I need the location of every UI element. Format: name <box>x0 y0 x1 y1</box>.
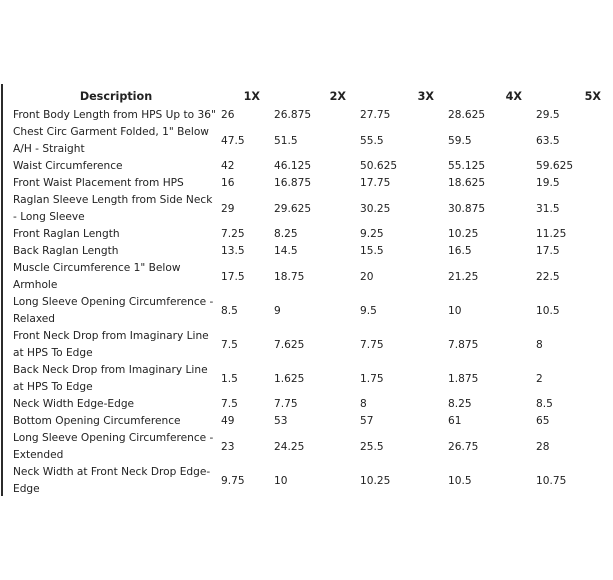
measurement-value: 57 <box>360 415 374 427</box>
table-row <box>13 362 613 396</box>
header-size-3x: 3X <box>417 90 434 103</box>
measurement-value: 22.5 <box>536 270 560 283</box>
table-row <box>13 107 613 124</box>
measurement-label: Bottom Opening Circumference <box>13 415 181 427</box>
table-row <box>13 243 613 260</box>
measurement-label: Front Waist Placement from HPS <box>13 177 184 189</box>
measurement-value: 10.25 <box>448 228 479 240</box>
table-body <box>13 107 613 498</box>
measurement-value: 9.25 <box>360 228 384 240</box>
measurement-value: 31.5 <box>536 202 560 215</box>
table-row <box>13 226 613 243</box>
measurement-value: 59.625 <box>536 160 574 172</box>
header-size-4x: 4X <box>505 90 522 103</box>
measurement-value: 10.75 <box>536 474 567 487</box>
measurement-value: 16.5 <box>448 245 472 257</box>
measurement-value: 9.75 <box>221 474 245 487</box>
measurement-value: 7.875 <box>448 338 479 351</box>
size-chart-table <box>13 88 613 498</box>
measurement-value: 42 <box>221 160 235 172</box>
measurement-label: Muscle Circumference 1" Below Armhole <box>13 262 181 291</box>
measurement-value: 8.5 <box>536 398 553 410</box>
table-row <box>13 396 613 413</box>
measurement-label: Chest Circ Garment Folded, 1" Below A/H - Straight <box>13 126 209 155</box>
table-row <box>13 175 613 192</box>
measurement-value: 63.5 <box>536 134 560 147</box>
measurement-value: 10.25 <box>360 474 391 487</box>
header-size-2x: 2X <box>329 90 346 103</box>
measurement-value: 29 <box>221 202 235 215</box>
measurement-value: 7.625 <box>274 338 305 351</box>
measurement-label: Long Sleeve Opening Circumference - Relaxed <box>13 296 214 325</box>
header-size-1x: 1X <box>243 90 260 103</box>
measurement-label: Front Raglan Length <box>13 228 120 240</box>
measurement-value: 28.625 <box>448 109 486 121</box>
measurement-value: 7.25 <box>221 228 245 240</box>
measurement-value: 7.75 <box>360 338 384 351</box>
table-row <box>13 328 613 362</box>
table-row <box>13 464 613 498</box>
measurement-value: 13.5 <box>221 245 245 257</box>
measurement-value: 26.75 <box>448 440 479 453</box>
measurement-label: Back Raglan Length <box>13 245 119 257</box>
measurement-value: 53 <box>274 415 288 427</box>
measurement-value: 17.5 <box>536 245 560 257</box>
measurement-label: Back Neck Drop from Imaginary Line at HPS To Edge <box>13 364 208 393</box>
measurement-value: 8.25 <box>274 228 298 240</box>
header-description: Description <box>79 90 153 103</box>
measurement-value: 29.625 <box>274 202 312 215</box>
measurement-value: 10 <box>448 304 462 317</box>
measurement-label: Neck Width Edge-Edge <box>13 398 135 410</box>
table-row <box>13 260 613 294</box>
measurement-value: 30.25 <box>360 202 391 215</box>
measurement-value: 1.625 <box>274 372 305 385</box>
measurement-value: 8.5 <box>221 304 238 317</box>
measurement-value: 7.5 <box>221 338 238 351</box>
measurement-value: 49 <box>221 415 235 427</box>
measurement-value: 19.5 <box>536 177 560 189</box>
measurement-value: 7.75 <box>274 398 298 410</box>
table-row <box>13 430 613 464</box>
measurement-value: 21.25 <box>448 270 479 283</box>
measurement-value: 16.875 <box>274 177 312 189</box>
measurement-value: 18.625 <box>448 177 486 189</box>
measurement-label: Waist Circumference <box>13 160 123 172</box>
measurement-value: 24.25 <box>274 440 305 453</box>
measurement-value: 8 <box>536 338 543 351</box>
measurement-value: 27.75 <box>360 109 391 121</box>
measurement-value: 11.25 <box>536 228 567 240</box>
measurement-value: 51.5 <box>274 134 298 147</box>
measurement-label: Neck Width at Front Neck Drop Edge-Edge <box>13 466 211 495</box>
measurement-value: 65 <box>536 415 550 427</box>
measurement-value: 1.75 <box>360 372 384 385</box>
left-border-line <box>1 84 3 496</box>
measurement-value: 50.625 <box>360 160 398 172</box>
measurement-value: 10.5 <box>448 474 472 487</box>
measurement-value: 20 <box>360 270 374 283</box>
measurement-value: 16 <box>221 177 235 189</box>
measurement-value: 29.5 <box>536 109 560 121</box>
measurement-value: 61 <box>448 415 462 427</box>
measurement-label: Front Neck Drop from Imaginary Line at HPS To Edge <box>13 330 209 359</box>
measurement-value: 17.75 <box>360 177 391 189</box>
measurement-value: 47.5 <box>221 134 245 147</box>
measurement-value: 26.875 <box>274 109 312 121</box>
measurement-value: 8 <box>360 398 367 410</box>
measurement-value: 25.5 <box>360 440 384 453</box>
measurement-value: 59.5 <box>448 134 472 147</box>
measurement-value: 28 <box>536 440 550 453</box>
measurement-value: 15.5 <box>360 245 384 257</box>
header-row <box>13 88 613 107</box>
measurement-value: 18.75 <box>274 270 305 283</box>
measurement-value: 1.875 <box>448 372 479 385</box>
table-row <box>13 192 613 226</box>
measurement-value: 9 <box>274 304 281 317</box>
measurement-value: 26 <box>221 109 235 121</box>
measurement-label: Front Body Length from HPS Up to 36" <box>13 109 216 121</box>
header-size-5x: 5X <box>584 90 601 103</box>
table-row <box>13 413 613 430</box>
measurement-value: 10 <box>274 474 288 487</box>
measurement-value: 17.5 <box>221 270 245 283</box>
measurement-value: 46.125 <box>274 160 312 172</box>
table-row <box>13 158 613 175</box>
measurement-label: Raglan Sleeve Length from Side Neck - Long Sleeve <box>13 194 213 223</box>
measurement-label: Long Sleeve Opening Circumference - Extended <box>13 432 214 461</box>
measurement-value: 30.875 <box>448 202 486 215</box>
measurement-value: 1.5 <box>221 372 238 385</box>
measurement-value: 2 <box>536 372 543 385</box>
measurement-value: 55.5 <box>360 134 384 147</box>
measurement-value: 55.125 <box>448 160 486 172</box>
measurement-value: 14.5 <box>274 245 298 257</box>
measurement-value: 8.25 <box>448 398 472 410</box>
measurement-value: 23 <box>221 440 235 453</box>
table-row <box>13 294 613 328</box>
table-row <box>13 124 613 158</box>
measurement-value: 9.5 <box>360 304 377 317</box>
measurement-value: 7.5 <box>221 398 238 410</box>
measurement-value: 10.5 <box>536 304 560 317</box>
